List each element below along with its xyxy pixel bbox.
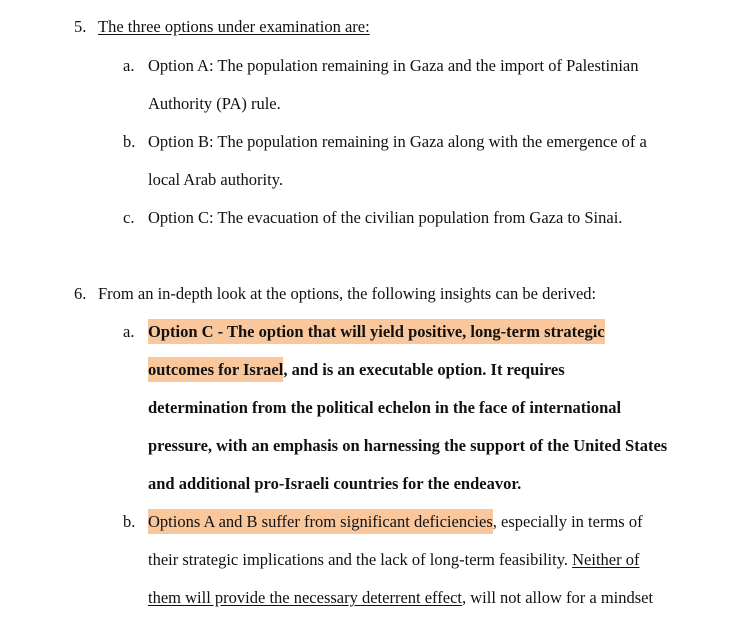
item-5a-line1: Option A: The population remaining in Gaza and the import of Palestinian (148, 56, 639, 75)
item-5-number: 5. (74, 17, 87, 36)
item-6b-line2 (148, 550, 640, 570)
item-5c-line1: Option C: The evacuation of the civilian population from Gaza to Sinai. (148, 208, 623, 227)
highlight-option-c: Option C - The option that will yield positive, long-term strategic (148, 319, 605, 344)
item-6-number: 6. (74, 284, 87, 303)
item-5-heading: The three options under examination are: (98, 17, 370, 36)
item-6a-line1 (148, 322, 605, 342)
item-6a-letter: a. (123, 322, 135, 341)
item-6a-line5: and additional pro-Israeli countries for the endeavor. (148, 474, 522, 493)
item-6-heading: From an in-depth look at the options, the following insights can be derived: (98, 284, 597, 303)
item-6a-line4: pressure, with an emphasis on harnessing the support of the United States (148, 436, 668, 455)
item-6a-line2 (148, 360, 565, 380)
item-6b-line2-text: their strategic implications and the lack of long-term feasibility. (148, 550, 573, 569)
highlight-options-ab: Options A and B suffer from significant deficiencies (148, 509, 493, 534)
item-6b-letter: b. (123, 512, 136, 531)
underlined-neither: Neither of (572, 550, 640, 569)
item-5a-letter: a. (123, 56, 135, 75)
item-6b-line3-rest: , will not allow for a mindset (461, 588, 654, 607)
item-5c-letter: c. (123, 208, 135, 227)
item-5a-line2: Authority (PA) rule. (148, 94, 281, 113)
item-5b-line1: Option B: The population remaining in Gaza along with the emergence of a (148, 132, 647, 151)
underlined-deterrent: them will provide the necessary deterrent effect (148, 588, 462, 607)
item-6b-line1-rest: , especially in terms of (492, 512, 643, 531)
item-6b-line1 (148, 512, 643, 532)
item-6b-line3 (148, 588, 653, 608)
item-5b-letter: b. (123, 132, 136, 151)
item-5b-line2: local Arab authority. (148, 170, 284, 189)
item-6a-line3: determination from the political echelon in the face of international (148, 398, 622, 417)
highlight-outcomes: outcomes for Israel (148, 357, 283, 382)
item-6a-line2-rest: , and is an executable option. It requires (283, 360, 565, 379)
